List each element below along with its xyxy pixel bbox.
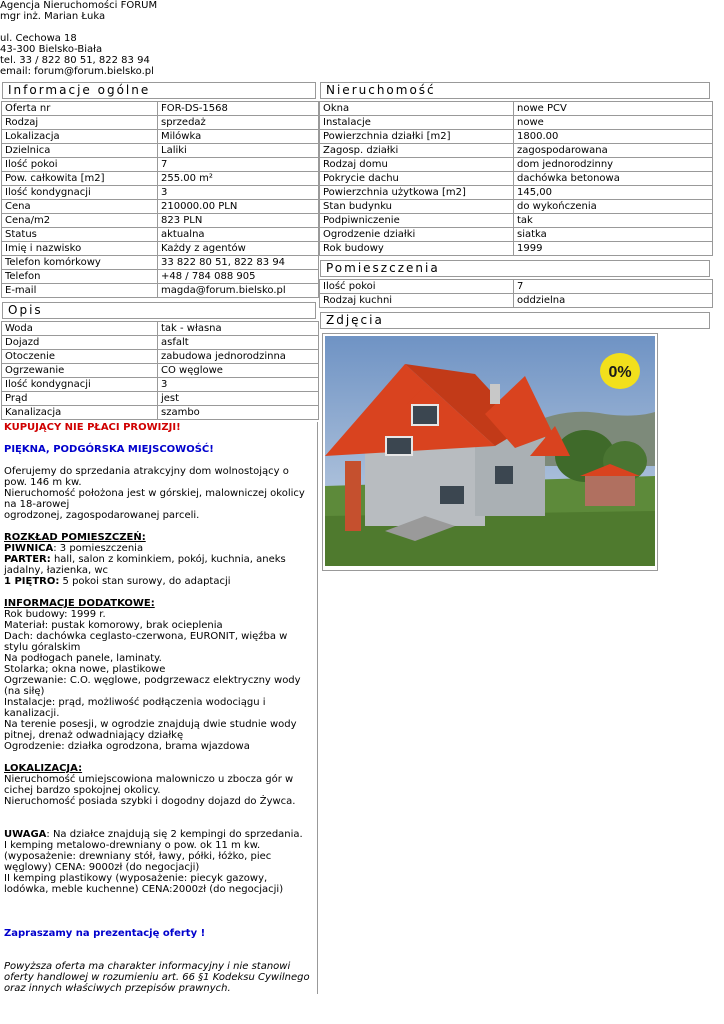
- desc-row: [2, 350, 319, 364]
- info-label: Cena/m2: [2, 214, 158, 228]
- house-photo-image: [325, 336, 655, 566]
- info-label: Rodzaj: [2, 116, 158, 130]
- agency-name: Agencja Nieruchomości FORUM: [0, 0, 158, 11]
- extra-line: Rok budowy: 1999 r.: [4, 609, 106, 620]
- info-value: Każdy z agentów: [158, 242, 319, 256]
- layout-first: 1 PIĘTRO: 5 pokoi stan surowy, do adaptacji: [4, 576, 231, 587]
- extra-line: Ogrzewanie: C.O. węglowe, podgrzewacz elektryczny wody (na siłę): [4, 675, 301, 697]
- property-row: [320, 242, 713, 256]
- section-desc-header: Opis: [2, 302, 316, 319]
- desc-label: Ilość kondygnacji: [2, 378, 158, 392]
- info-table: [1, 101, 319, 298]
- extra-line: Ogrodzenie: działka ogrodzona, brama wjazdowa: [4, 741, 250, 752]
- info-row: [2, 116, 319, 130]
- property-label: Powierzchnia użytkowa [m2]: [320, 186, 514, 200]
- info-row: [2, 186, 319, 200]
- property-label: Okna: [320, 102, 514, 116]
- info-value: aktualna: [158, 228, 319, 242]
- agency-header: [0, 0, 157, 77]
- info-row: [2, 130, 319, 144]
- info-row: [2, 256, 319, 270]
- layout-title: ROZKŁAD POMIESZCZEŃ:: [4, 532, 146, 543]
- left-column: [0, 80, 318, 994]
- info-label: Lokalizacja: [2, 130, 158, 144]
- property-row: [320, 228, 713, 242]
- desc-row: [2, 378, 319, 392]
- rooms-value: oddzielna: [514, 294, 713, 308]
- section-rooms-header: Pomieszczenia: [320, 260, 710, 277]
- info-value: 823 PLN: [158, 214, 319, 228]
- property-label: Pokrycie dachu: [320, 172, 514, 186]
- desc-row: [2, 336, 319, 350]
- rooms-row: [320, 294, 713, 308]
- info-value: 33 822 80 51, 822 83 94: [158, 256, 319, 270]
- property-row: [320, 116, 713, 130]
- intro-line: Oferujemy do sprzedania atrakcyjny dom wolnostojący o pow. 146 m kw.: [4, 466, 289, 488]
- desc-label: Kanalizacja: [2, 406, 158, 420]
- info-label: Telefon komórkowy: [2, 256, 158, 270]
- rooms-table: [319, 279, 713, 308]
- property-value: nowe: [514, 116, 713, 130]
- property-label: Zagosp. działki: [320, 144, 514, 158]
- info-value: 7: [158, 158, 319, 172]
- intro-line: Nieruchomość położona jest w górskiej, malowniczej okolicy na 18-arowej: [4, 488, 305, 510]
- property-value: dachówka betonowa: [514, 172, 713, 186]
- no-commission-note: KUPUJĄCY NIE PŁACI PROWIZJI!: [4, 422, 181, 433]
- property-value: nowe PCV: [514, 102, 713, 116]
- description-text: [0, 422, 318, 994]
- property-row: [320, 130, 713, 144]
- extra-line: Materiał: pustak komorowy, brak ocieplenia: [4, 620, 223, 631]
- property-row: [320, 200, 713, 214]
- extra-line: Stolarka; okna nowe, plastikowe: [4, 664, 166, 675]
- info-label: Telefon: [2, 270, 158, 284]
- info-row: [2, 172, 319, 186]
- desc-row: [2, 392, 319, 406]
- extra-line: Dach: dachówka ceglasto-czerwona, EURONIT, więźba w stylu góralskim: [4, 631, 288, 653]
- rooms-label: Ilość pokoi: [320, 280, 514, 294]
- info-label: Oferta nr: [2, 102, 158, 116]
- camp-line: I kemping metalowo-drewniany o pow. ok 11 m kw. (wyposażenie: drewniany stół, ławy, półki, łóżko, piec węglowy) CENA: 9000zł (do negocjacji): [4, 840, 272, 873]
- property-label: Podpiwniczenie: [320, 214, 514, 228]
- property-label: Rok budowy: [320, 242, 514, 256]
- desc-value: 3: [158, 378, 319, 392]
- desc-label: Ogrzewanie: [2, 364, 158, 378]
- info-row: [2, 200, 319, 214]
- desc-label: Woda: [2, 322, 158, 336]
- property-value: 1999: [514, 242, 713, 256]
- property-label: Stan budynku: [320, 200, 514, 214]
- info-value: 210000.00 PLN: [158, 200, 319, 214]
- rooms-row: [320, 280, 713, 294]
- agency-city: 43-300 Bielsko-Biała: [0, 44, 103, 55]
- info-row: [2, 284, 319, 298]
- property-value: siatka: [514, 228, 713, 242]
- property-value: zagospodarowana: [514, 144, 713, 158]
- property-table: [319, 101, 713, 256]
- disclaimer: Powyższa oferta ma charakter informacyjny i nie stanowi oferty handlowej w rozumieniu art. 66 §1 Kodeksu Cywilnego oraz innych właściwych przepisów prawnych.: [4, 961, 310, 994]
- info-value: magda@forum.bielsko.pl: [158, 284, 319, 298]
- camp-line: II kemping plastikowy (wyposażenie: piecyk gazowy, lodówka, meble kuchenne) CENA:2000zł (do negocjacji): [4, 873, 284, 895]
- desc-table: [1, 321, 319, 420]
- desc-row: [2, 322, 319, 336]
- rooms-value: 7: [514, 280, 713, 294]
- extra-line: Na podłogach panele, laminaty.: [4, 653, 162, 664]
- info-label: Ilość kondygnacji: [2, 186, 158, 200]
- desc-value: asfalt: [158, 336, 319, 350]
- info-value: 255.00 m²: [158, 172, 319, 186]
- property-row: [320, 158, 713, 172]
- info-label: Dzielnica: [2, 144, 158, 158]
- section-property-header: Nieruchomość: [320, 82, 710, 99]
- invite-line: Zapraszamy na prezentację oferty !: [4, 928, 206, 939]
- property-label: Powierzchnia działki [m2]: [320, 130, 514, 144]
- info-label: Ilość pokoi: [2, 158, 158, 172]
- info-row: [2, 102, 319, 116]
- info-row: [2, 242, 319, 256]
- property-label: Instalacje: [320, 116, 514, 130]
- info-value: Laliki: [158, 144, 319, 158]
- property-value: 145,00: [514, 186, 713, 200]
- property-row: [320, 144, 713, 158]
- info-value: 3: [158, 186, 319, 200]
- agency-tel: tel. 33 / 822 80 51, 822 83 94: [0, 55, 150, 66]
- info-label: Pow. całkowita [m2]: [2, 172, 158, 186]
- info-value: FOR-DS-1568: [158, 102, 319, 116]
- info-value: sprzedaż: [158, 116, 319, 130]
- property-value: do wykończenia: [514, 200, 713, 214]
- info-label: Status: [2, 228, 158, 242]
- headline: PIĘKNA, PODGÓRSKA MIEJSCOWOŚĆ!: [4, 444, 214, 455]
- rooms-label: Rodzaj kuchni: [320, 294, 514, 308]
- desc-label: Otoczenie: [2, 350, 158, 364]
- property-label: Ogrodzenie działki: [320, 228, 514, 242]
- desc-value: tak - własna: [158, 322, 319, 336]
- property-value: 1800.00: [514, 130, 713, 144]
- extra-line: Na terenie posesji, w ogrodzie znajdują dwie studnie wody pitnej, drenaż odwadniający działkę: [4, 719, 297, 741]
- desc-value: zabudowa jednorodzinna: [158, 350, 319, 364]
- discount-badge: 0%: [608, 364, 632, 381]
- property-row: [320, 214, 713, 228]
- agency-person: mgr inż. Marian Łuka: [0, 11, 106, 22]
- info-row: [2, 270, 319, 284]
- location-title: LOKALIZACJA:: [4, 763, 83, 774]
- extra-title: INFORMACJE DODATKOWE:: [4, 598, 155, 609]
- desc-value: jest: [158, 392, 319, 406]
- agency-email[interactable]: email: forum@forum.bielsko.pl: [0, 66, 154, 77]
- property-value: tak: [514, 214, 713, 228]
- intro-line: ogrodzonej, zagospodarowanej parceli.: [4, 510, 200, 521]
- section-photos-header: Zdjęcia: [320, 312, 710, 329]
- info-value: Milówka: [158, 130, 319, 144]
- agency-street: ul. Cechowa 18: [0, 33, 77, 44]
- desc-label: Prąd: [2, 392, 158, 406]
- desc-value: CO węglowe: [158, 364, 319, 378]
- info-label: Cena: [2, 200, 158, 214]
- property-row: [320, 172, 713, 186]
- property-photo[interactable]: [322, 333, 658, 571]
- desc-row: [2, 406, 319, 420]
- location-line: Nieruchomość posiada szybki i dogodny dojazd do Żywca.: [4, 796, 296, 807]
- property-value: dom jednorodzinny: [514, 158, 713, 172]
- info-row: [2, 228, 319, 242]
- desc-row: [2, 364, 319, 378]
- info-row: [2, 158, 319, 172]
- property-label: Rodzaj domu: [320, 158, 514, 172]
- property-row: [320, 186, 713, 200]
- right-column: [318, 80, 712, 571]
- layout-basement: PIWNICA: 3 pomieszczenia: [4, 543, 144, 554]
- extra-line: Instalacje: prąd, możliwość podłączenia wodociągu i kanalizacji.: [4, 697, 266, 719]
- desc-value: szambo: [158, 406, 319, 420]
- info-row: [2, 214, 319, 228]
- location-line: Nieruchomość umiejscowiona malowniczo u zbocza gór w cichej bardzo spokojnej okolicy.: [4, 774, 294, 796]
- property-row: [320, 102, 713, 116]
- info-row: [2, 144, 319, 158]
- layout-ground: PARTER: hall, salon z kominkiem, pokój, kuchnia, aneks jadalny, łazienka, wc: [4, 554, 286, 576]
- info-label: E-mail: [2, 284, 158, 298]
- info-value: +48 / 784 088 905: [158, 270, 319, 284]
- info-label: Imię i nazwisko: [2, 242, 158, 256]
- note-line: UWAGA: Na działce znajdują się 2 kempingi do sprzedania.: [4, 829, 303, 840]
- desc-label: Dojazd: [2, 336, 158, 350]
- section-info-header: Informacje ogólne: [2, 82, 316, 99]
